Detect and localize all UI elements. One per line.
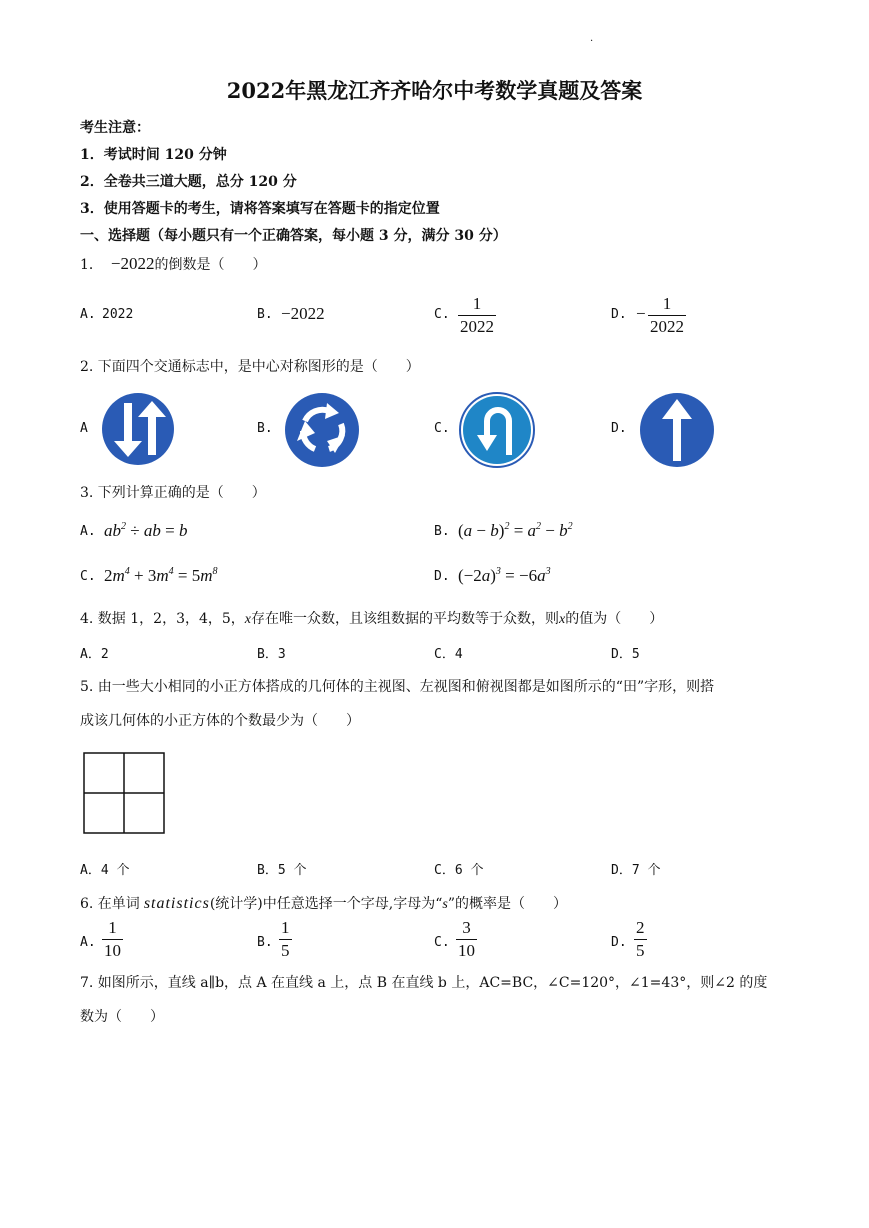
question-5-line1: 5. 由一些大小相同的小正方体搭成的几何体的主视图、左视图和俯视图都是如图所示的“田”字形，则搭 xyxy=(80,679,715,695)
numerator: 1 xyxy=(281,918,290,937)
question-1 xyxy=(80,254,267,274)
option-c: C．6 个 xyxy=(434,863,484,878)
option-a-formula: $ab^2$ ÷ ab = b xyxy=(104,521,188,540)
denominator: 2022 xyxy=(460,317,494,336)
question-number: 1． xyxy=(80,257,103,273)
option-a: A．4 个 xyxy=(80,863,130,878)
option-b-label: B. xyxy=(257,307,273,322)
option-c-label: C. xyxy=(80,569,96,584)
option-b-formula: $(a - b)^2 = a^2 - b^2$ xyxy=(458,521,573,540)
question-6 xyxy=(80,893,567,913)
option-d: D．5 xyxy=(611,647,640,662)
option-c-label: C. xyxy=(434,935,450,950)
question-stem: 存在唯一众数，且该组数据的平均数等于众数，则 xyxy=(251,611,560,627)
option-b-label: B. xyxy=(257,935,273,950)
question-3: 3. 下列计算正确的是（ ） xyxy=(80,485,266,501)
option-d-label: D. xyxy=(611,307,627,322)
grid-figure xyxy=(83,752,165,834)
question-stem: 的值为（ ） xyxy=(565,611,664,627)
option-c-fraction xyxy=(458,294,496,337)
variable: x xyxy=(244,612,252,627)
numerator: 1 xyxy=(108,918,117,937)
option-a-value: 2022 xyxy=(102,307,134,322)
option-b-fraction xyxy=(279,918,292,961)
numerator: 1 xyxy=(472,294,482,313)
question-7-line1: 7. 如图所示，直线 a∥b，点 A 在直线 a 上，点 B 在直线 b 上，AC=BC，∠C=120°，∠1=43°，则∠2 的度 xyxy=(80,975,768,991)
option-a-label: A xyxy=(80,421,88,436)
notice-item: 3．使用答题卡的考生，请将答案填写在答题卡的指定位置 xyxy=(80,201,440,217)
section-heading: 一、选择题（每小题只有一个正确答案，每小题 3 分，满分 30 分） xyxy=(80,228,507,244)
option-a-label: A. xyxy=(80,935,96,950)
math-expr: −2022 xyxy=(110,254,155,273)
denominator: 5 xyxy=(636,941,645,960)
notice-item: 1．考试时间 120 分钟 xyxy=(80,147,227,163)
notice-item: 2．全卷共三道大题，总分 120 分 xyxy=(80,174,297,190)
question-4 xyxy=(80,608,663,628)
option-c-formula: $2m^4 + 3m^4 = 5m^8$ xyxy=(104,566,218,585)
denominator: 2022 xyxy=(650,317,684,336)
question-2: 2. 下面四个交通标志中，是中心对称图形的是（ ） xyxy=(80,359,420,375)
sign-two-way-arrows-icon xyxy=(100,391,176,467)
option-d-sign: − xyxy=(636,304,646,323)
option-a-fraction xyxy=(102,918,123,961)
option-c-label: C. xyxy=(434,307,450,322)
question-5-line2: 成该几何体的小正方体的个数最少为（ ） xyxy=(80,713,360,729)
question-7-line2: 数为（ ） xyxy=(80,1009,164,1025)
numerator: 2 xyxy=(636,918,645,937)
option-a-label: A. xyxy=(80,524,96,539)
page-title: 2022年黑龙江齐齐哈尔中考数学真题及答案 xyxy=(226,78,643,103)
option-c-fraction xyxy=(456,918,477,961)
numerator: 1 xyxy=(662,294,672,313)
question-stem: 的倒数是（ ） xyxy=(154,257,267,273)
notice-heading: 考生注意： xyxy=(80,120,150,136)
question-stem: (统计学)中任意选择一个字母,字母为“ xyxy=(209,896,443,912)
option-d: D．7 个 xyxy=(611,863,661,878)
option-d-fraction xyxy=(648,294,686,337)
option-d-fraction xyxy=(634,918,647,961)
sign-u-turn-icon xyxy=(457,391,537,469)
option-c: C．4 xyxy=(434,647,463,662)
option-c-label: C. xyxy=(434,421,450,436)
option-d-label: D. xyxy=(611,421,627,436)
option-b: B．5 个 xyxy=(257,863,307,878)
option-a-label: A. xyxy=(80,307,96,322)
option-d-formula: $(-2a)^3 = -6a^3$ xyxy=(458,566,551,585)
question-stem: 6. 在单词 xyxy=(80,896,140,912)
variable: x xyxy=(559,612,566,627)
numerator: 3 xyxy=(462,918,471,937)
letter: s xyxy=(442,897,448,912)
option-d-label: D. xyxy=(611,935,627,950)
denominator: 10 xyxy=(458,941,475,960)
sign-straight-arrow-icon xyxy=(638,391,716,469)
corner-mark: . xyxy=(590,33,594,44)
option-a: A．2 xyxy=(80,647,109,662)
denominator: 10 xyxy=(104,941,121,960)
question-stem: 4. 数据 1，2，3，4，5， xyxy=(80,611,245,627)
question-stem: ”的概率是（ ） xyxy=(447,896,567,912)
denominator: 5 xyxy=(281,941,290,960)
option-b-label: B. xyxy=(257,421,273,436)
sign-roundabout-icon xyxy=(283,391,361,469)
option-b-label: B. xyxy=(434,524,450,539)
option-d-label: D. xyxy=(434,569,450,584)
option-b: B．3 xyxy=(257,647,286,662)
option-b-value: −2022 xyxy=(281,304,325,323)
word: statistics xyxy=(143,895,210,912)
